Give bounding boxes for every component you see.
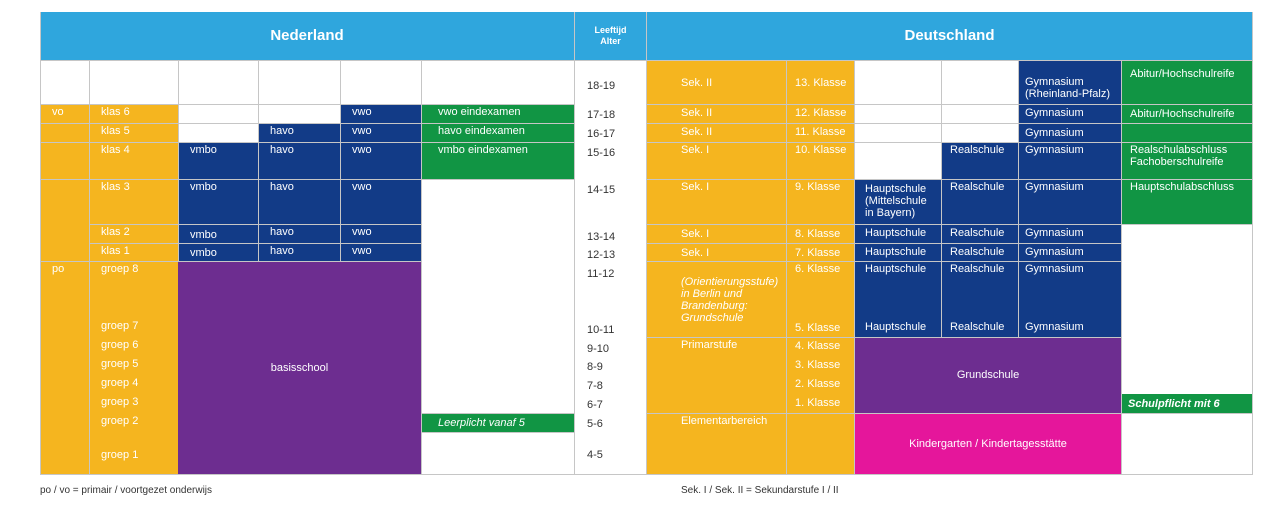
hauptschulabschluss: Hauptschulabschluss (1122, 179, 1252, 224)
havo-eindexamen: havo eindexamen (422, 123, 574, 142)
grid-line (786, 60, 787, 474)
age-12-13: 12-13 (587, 249, 616, 261)
gymnasium-8: Gymnasium (1019, 224, 1121, 243)
grid-line (1121, 60, 1122, 474)
age-17-18: 17-18 (587, 109, 616, 121)
gymnasium-5: Gymnasium (1019, 318, 1121, 337)
abitur-12: Abitur/Hochschulreife (1122, 104, 1252, 142)
havo-klas-2: havo (258, 224, 340, 243)
grid-line (40, 123, 574, 124)
grid-line (854, 60, 855, 474)
klasse-12: 12. Klasse (787, 104, 854, 123)
grid-line (647, 337, 1121, 338)
klasse-10: 10. Klasse (787, 142, 854, 179)
realschule-7: Realschule (942, 243, 1018, 261)
elementarbereich: Elementarbereich (647, 413, 786, 474)
havo-klas-5: havo (258, 123, 340, 142)
hauptschule-8: Hauptschule (855, 224, 941, 243)
age-9-10: 9-10 (587, 343, 610, 355)
klasse-13: 13. Klasse (787, 60, 854, 104)
klasse-empty (787, 413, 854, 474)
realschule-10: Realschule (942, 142, 1018, 179)
realschulabschluss: Realschulabschluss Fachoberschulreife (1122, 142, 1252, 179)
grid-line (941, 60, 942, 337)
hauptschule-7: Hauptschule (855, 243, 941, 261)
grundschule-block: Grundschule (855, 337, 1121, 413)
klas-4: klas 4 (89, 142, 178, 179)
vwo-eindexamen: vwo eindexamen (422, 104, 574, 123)
grid-line (258, 60, 259, 261)
gymnasium-9: Gymnasium (1019, 179, 1121, 224)
grid-line (40, 179, 574, 180)
age-11-12: 11-12 (587, 268, 615, 280)
realschule-6: Realschule (942, 261, 1018, 318)
grid-line (40, 261, 421, 262)
age-14-15: 14-15 (587, 184, 616, 196)
header-nederland: Nederland (40, 12, 574, 60)
klasse-7: 7. Klasse (787, 243, 854, 261)
po-label: po (40, 261, 89, 474)
grid-line (421, 60, 422, 474)
sek2-17-18: Sek. II (647, 104, 786, 123)
vwo-klas-2: vwo (340, 224, 421, 243)
vmbo-klas-4: vmbo (178, 142, 258, 179)
gymnasium-rheinland-pfalz: Gymnasium (Rheinland-Pfalz) (1019, 60, 1121, 104)
gymnasium-10: Gymnasium (1019, 142, 1121, 179)
grid-line (647, 261, 1121, 262)
realschule-8: Realschule (942, 224, 1018, 243)
groep-1: groep 1 (89, 441, 178, 474)
orientierungsstufe: (Orientierungsstufe) in Berlin und Brandenburg: Grundschule (647, 261, 786, 337)
realschule-5: Realschule (942, 318, 1018, 337)
gymnasium-12: Gymnasium (1019, 104, 1121, 123)
footer-note-left: po / vo = primair / voortgezet onderwijs (40, 485, 213, 496)
header-deutschland: Deutschland (647, 12, 1252, 60)
age-5-6: 5-6 (587, 418, 603, 430)
kindergarten-block: Kindergarten / Kindertagesstätte (855, 413, 1121, 474)
gymnasium-11: Gymnasium (1019, 123, 1121, 142)
grid-line (1252, 12, 1253, 475)
abitur-13: Abitur/Hochschulreife (1122, 60, 1252, 104)
hauptschule-6: Hauptschule (855, 261, 941, 318)
havo-klas-3: havo (258, 179, 340, 224)
gymnasium-6: Gymnasium (1019, 261, 1121, 318)
hauptschule-5: Hauptschule (855, 318, 941, 337)
sek1-14-15: Sek. I (647, 179, 786, 224)
grid-line (422, 413, 574, 414)
grid-line (40, 104, 574, 105)
klasse-5: 5. Klasse (787, 318, 854, 337)
age-16-17: 16-17 (587, 128, 616, 140)
klas-2: klas 2 (89, 224, 178, 243)
age-13-14: 13-14 (587, 231, 616, 243)
groep-8: groep 8 (89, 261, 178, 318)
klasse-1: 1. Klasse (787, 394, 854, 413)
klasse-2: 2. Klasse (787, 375, 854, 394)
basisschool-block: basisschool (178, 261, 421, 474)
footer-note-right: Sek. I / Sek. II = Sekundarstufe I / II (681, 485, 839, 496)
age-6-7: 6-7 (587, 399, 603, 411)
vo-label: vo (40, 104, 89, 261)
grid-line (647, 104, 1252, 105)
age-4-5: 4-5 (587, 449, 603, 461)
groep-4: groep 4 (89, 375, 178, 394)
havo-klas-1: havo (258, 243, 340, 261)
grid-line (40, 12, 41, 475)
sek2-16-17: Sek. II (647, 123, 786, 142)
vmbo-klas-2: vmbo (178, 224, 258, 243)
grid-line (89, 224, 421, 225)
vwo-klas-6: vwo (340, 104, 421, 123)
sek2-18-19: Sek. II (647, 60, 786, 104)
klasse-8: 8. Klasse (787, 224, 854, 243)
klas-6: klas 6 (89, 104, 178, 123)
grid-line (647, 413, 1252, 414)
klasse-9: 9. Klasse (787, 179, 854, 224)
sek1-12-13: Sek. I (647, 243, 786, 261)
grid-line (646, 12, 647, 475)
age-10-11: 10-11 (587, 324, 615, 336)
grid-line (647, 123, 1252, 124)
leerplicht-note: Leerplicht vanaf 5 (422, 413, 574, 432)
hauptschule-bayern: Hauptschule (Mittelschule in Bayern) (855, 179, 941, 224)
age-7-8: 7-8 (587, 380, 603, 392)
age-18-19: 18-19 (587, 80, 616, 92)
grid-line (574, 12, 575, 475)
vwo-klas-1: vwo (340, 243, 421, 261)
groep-6: groep 6 (89, 337, 178, 356)
age-8-9: 8-9 (587, 361, 603, 373)
grid-line (340, 60, 341, 261)
klas-3: klas 3 (89, 179, 178, 224)
schulpflicht-note: Schulpflicht mit 6 (1122, 394, 1252, 413)
klas-1: klas 1 (89, 243, 178, 261)
grid-line (647, 142, 1252, 143)
grid-line (178, 60, 179, 261)
grid-line (422, 432, 574, 433)
klasse-6: 6. Klasse (787, 261, 854, 318)
grid-line (89, 60, 90, 474)
vmbo-klas-3: vmbo (178, 179, 258, 224)
grid-line (647, 243, 1121, 244)
groep-2: groep 2 (89, 413, 178, 441)
header-age: Leeftijd Alter (575, 12, 646, 60)
groep-5: groep 5 (89, 356, 178, 375)
grid-line (40, 142, 574, 143)
grid-line (647, 224, 1252, 225)
groep-3: groep 3 (89, 394, 178, 413)
age-15-16: 15-16 (587, 147, 616, 159)
klas-5: klas 5 (89, 123, 178, 142)
vmbo-klas-1: vmbo (178, 243, 258, 261)
grid-line (89, 243, 421, 244)
gymnasium-7: Gymnasium (1019, 243, 1121, 261)
sek1-13-14: Sek. I (647, 224, 786, 243)
vwo-klas-3: vwo (340, 179, 421, 224)
grid-line (1018, 60, 1019, 337)
klasse-4: 4. Klasse (787, 337, 854, 356)
klasse-3: 3. Klasse (787, 356, 854, 375)
grid-line (647, 179, 1252, 180)
vwo-klas-5: vwo (340, 123, 421, 142)
vwo-klas-4: vwo (340, 142, 421, 179)
vmbo-eindexamen: vmbo eindexamen (422, 142, 574, 179)
sek1-15-16: Sek. I (647, 142, 786, 179)
havo-klas-4: havo (258, 142, 340, 179)
primarstufe: Primarstufe (647, 337, 786, 413)
klasse-11: 11. Klasse (787, 123, 854, 142)
groep-7: groep 7 (89, 318, 178, 337)
realschule-9: Realschule (942, 179, 1018, 224)
